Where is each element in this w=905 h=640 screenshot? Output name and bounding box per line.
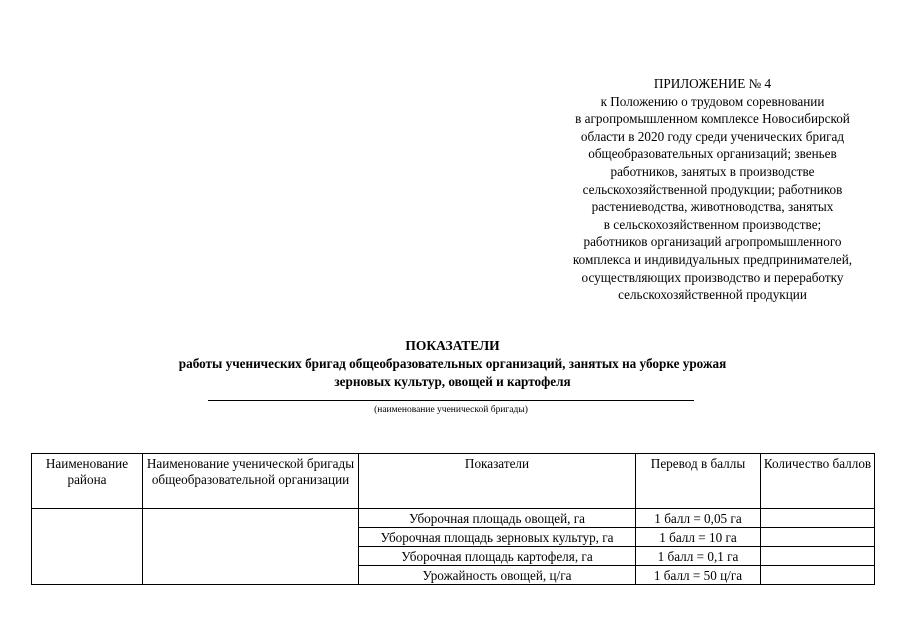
document-title-block (100, 337, 805, 390)
conversion-cell: 1 балл = 50 ц/га (636, 566, 761, 585)
appendix-line: комплекса и индивидуальных предпринимателей, (572, 251, 853, 267)
appendix-line: работников, занятых в производстве (610, 163, 815, 179)
header-brigade: Наименование ученической бригады общеобразовательной организации (143, 454, 359, 509)
points-cell[interactable] (761, 528, 875, 547)
brigade-name-blank-line (208, 400, 694, 401)
header-district: Наименование района (32, 454, 143, 509)
district-cell[interactable] (32, 509, 143, 585)
appendix-line: общеобразовательных организаций; звеньев (588, 146, 837, 162)
indicator-cell: Уборочная площадь картофеля, га (359, 547, 636, 566)
document-subtitle-line-1: работы ученических бригад общеобразовательных организаций, занятых на уборке урожая (178, 356, 727, 371)
header-points: Количество баллов (761, 454, 875, 509)
appendix-line: сельскохозяйственной продукции (618, 287, 807, 303)
appendix-header (545, 75, 880, 304)
indicator-cell: Уборочная площадь овощей, га (359, 509, 636, 528)
indicator-cell: Урожайность овощей, ц/га (359, 566, 636, 585)
header-conversion: Перевод в баллы (636, 454, 761, 509)
appendix-line: сельскохозяйственной продукции; работников (582, 181, 843, 197)
header-indicators: Показатели (359, 454, 636, 509)
appendix-line: осуществляющих производство и переработку (581, 269, 844, 285)
indicators-table (31, 453, 875, 585)
table-header-row (32, 454, 875, 509)
indicator-cell: Уборочная площадь зерновых культур, га (359, 528, 636, 547)
points-cell[interactable] (761, 547, 875, 566)
appendix-line: в сельскохозяйственном производстве; (603, 216, 822, 232)
document-title: ПОКАЗАТЕЛИ (405, 338, 500, 353)
appendix-title: ПРИЛОЖЕНИЕ № 4 (653, 76, 772, 91)
table-row (32, 509, 875, 528)
points-cell[interactable] (761, 566, 875, 585)
points-cell[interactable] (761, 509, 875, 528)
appendix-line: работников организаций агропромышленного (583, 234, 842, 250)
conversion-cell: 1 балл = 10 га (636, 528, 761, 547)
appendix-line: области в 2020 году среди ученических бригад (580, 128, 845, 144)
document-subtitle-line-2: зерновых культур, овощей и картофеля (334, 373, 571, 389)
conversion-cell: 1 балл = 0,05 га (636, 509, 761, 528)
conversion-cell: 1 балл = 0,1 га (636, 547, 761, 566)
brigade-cell[interactable] (143, 509, 359, 585)
brigade-name-caption: (наименование ученической бригады) (374, 405, 528, 415)
appendix-line: в агропромышленном комплексе Новосибирской (575, 111, 850, 127)
appendix-line: растениеводства, животноводства, занятых (591, 199, 834, 215)
appendix-line: к Положению о трудовом соревновании (600, 93, 825, 109)
